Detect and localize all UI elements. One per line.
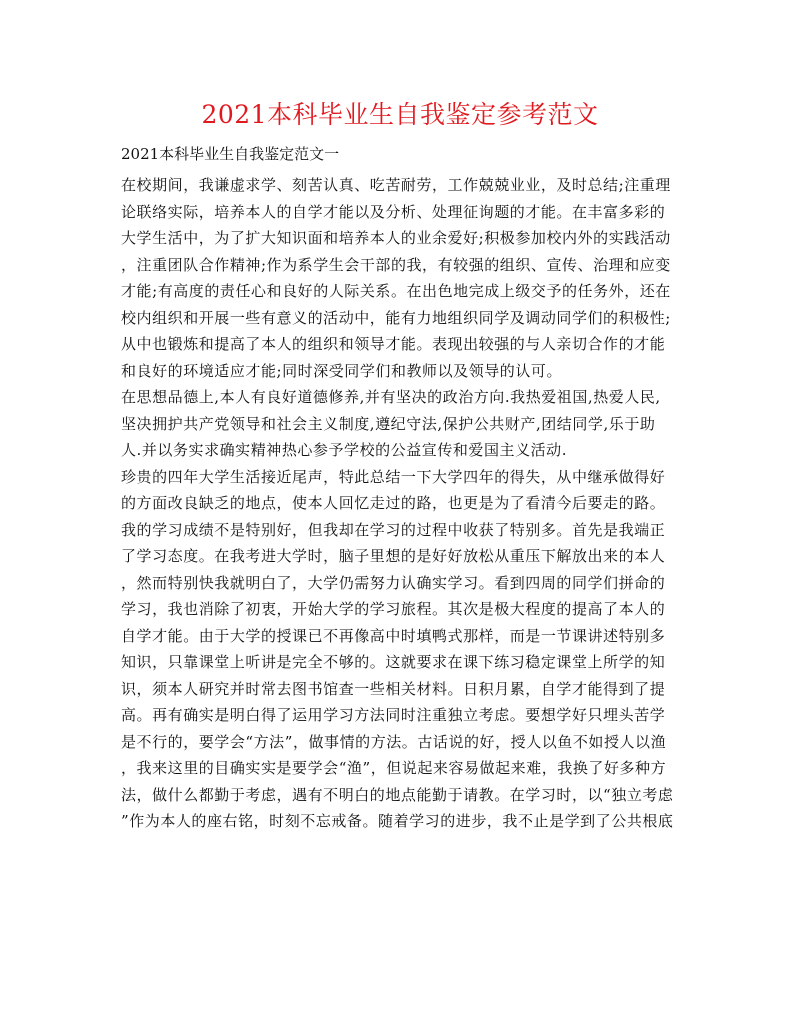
text-line: 人.并以务实求确实精神热心参予学校的公益宣传和爱国主义活动. [121, 441, 568, 459]
text-line: 在校期间，我谦虚求学、刻苦认真、吃苦耐劳，工作兢兢业业，及时总结;注重理 [121, 176, 671, 194]
document-body [121, 172, 681, 835]
text-line: 大学生活中，为了扩大知识面和培养本人的业余爱好;积极参加校内外的实践活动 [121, 229, 671, 247]
text-line: 和良好的环境适应才能;同时深受同学们和教师以及领导的认可。 [121, 361, 563, 380]
text-line: 坚决拥护共产党领导和社会主义制度,遵纪守法,保护公共财产,团结同学,乐于助 [121, 414, 656, 433]
text-line: 了学习态度。在我考进大学时，脑子里想的是好好放松从重压下解放出来的本人 [121, 547, 666, 565]
text-line: 的方面改良缺乏的地点，使本人回忆走过的路，也更是为了看清今后要走的路。 [121, 494, 666, 512]
text-line: 高。再有确实是明白得了运用学习方法同时注重独立考虑。要想学好只埋头苦学 [121, 706, 666, 724]
text-line: ，然而特别快我就明白了，大学仍需努力认确实学习。看到四周的同学们拼命的 [121, 573, 666, 592]
text-line: 珍贵的四年大学生活接近尾声，特此总结一下大学四年的得失，从中继承做得好 [121, 467, 666, 486]
text-line: 自学才能。由于大学的授课已不再像高中时填鸭式那样，而是一节课讲述特别多 [121, 626, 666, 645]
text-line: 才能;有高度的责任心和良好的人际关系。在出色地完成上级交予的任务外，还在 [121, 282, 671, 300]
text-line: 学习，我也消除了初衷，开始大学的学习旅程。其次是极大程度的提高了本人的 [121, 600, 666, 618]
text-line: 论联络实际，培养本人的自学才能以及分析、处理征询题的才能。在丰富多彩的 [121, 202, 666, 221]
text-line: 从中也锻炼和提高了本人的组织和领导才能。表现出较强的与人亲切合作的才能 [121, 335, 666, 353]
document-title: 2021本科毕业生自我鉴定参考范文 [201, 100, 599, 129]
text-line: 校内组织和开展一些有意义的活动中，能有力地组织同学及调动同学们的积极性; [121, 308, 671, 327]
text-line: ，我来这里的目确实实是要学会“渔”，但说起来容易做起来难，我换了好多种方 [121, 759, 667, 777]
text-line: 在思想品德上,本人有良好道德修养,并有坚决的政治方向.我热爱祖国,热爱人民, [121, 388, 661, 406]
text-line: 法，做什么都勤于考虑，遇有不明白的地点能勤于请教。在学习时，以“独立考虑 [121, 785, 674, 804]
text-line: 识，须本人研究并时常去图书馆查一些相关材料。日积月累，自学才能得到了提 [121, 679, 666, 698]
text-line: ”作为本人的座右铭，时刻不忘戒备。随着学习的进步，我不止是学到了公共根底 [121, 812, 674, 830]
text-line: 是不行的，要学会“方法”，做事情的方法。古话说的好，授人以鱼不如授人以渔 [121, 732, 667, 751]
text-line: 知识，只靠课堂上听讲是完全不够的。这就要求在课下练习稳定课堂上所学的知 [121, 653, 666, 671]
text-line: 我的学习成绩不是特别好，但我却在学习的过程中收获了特别多。首先是我端正 [121, 520, 666, 539]
section-heading: 2021本科毕业生自我鉴定范文一 [121, 145, 340, 163]
text-line: ，注重团队合作精神;作为系学生会干部的我，有较强的组织、宣传、治理和应变 [121, 255, 671, 274]
